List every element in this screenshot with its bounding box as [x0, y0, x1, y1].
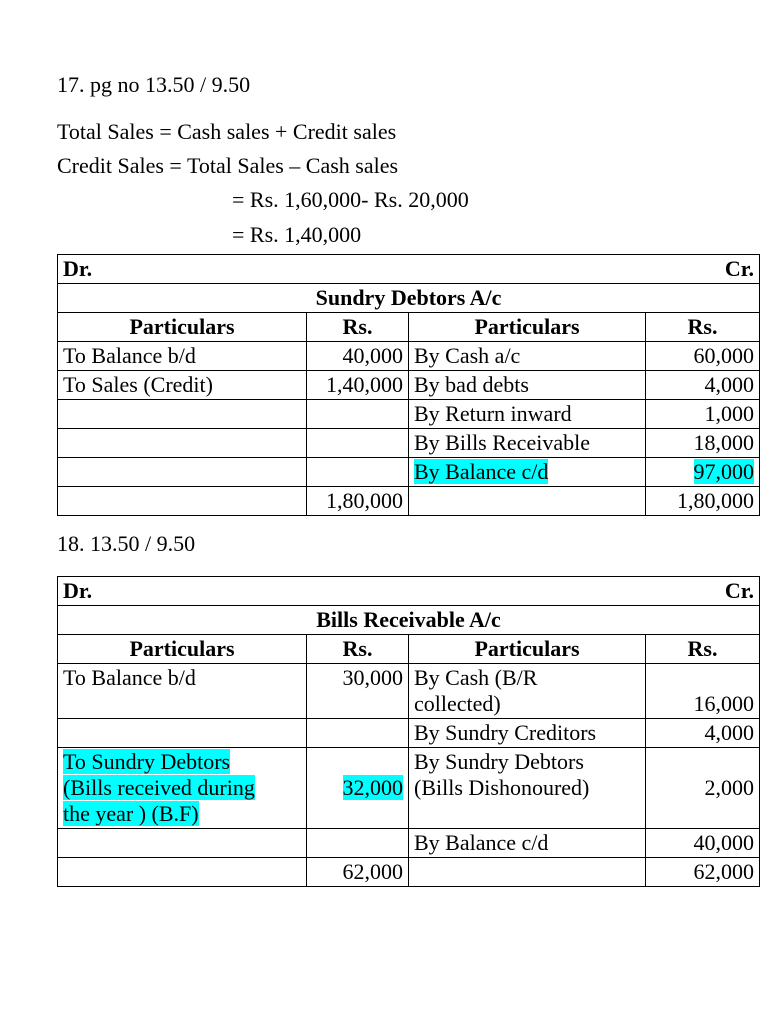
highlighted-debit-line: (Bills received during [63, 775, 255, 800]
totals-row [58, 487, 760, 516]
dr-cr-row [58, 255, 760, 284]
header-amount-debit: Rs. [307, 313, 409, 342]
debit-amount [307, 829, 409, 858]
credit-particular: By Cash a/c [409, 342, 646, 371]
table-header-row [58, 313, 760, 342]
cr-label: Cr. [724, 256, 755, 281]
debit-particular: To Balance b/d [58, 664, 307, 719]
debit-amount [307, 719, 409, 748]
debit-amount-highlighted [307, 748, 409, 829]
debit-amount: 40,000 [307, 342, 409, 371]
table-row [58, 429, 760, 458]
dr-label: Dr. [63, 578, 93, 603]
credit-particular [409, 664, 646, 719]
debit-particular [58, 458, 307, 487]
table-row [58, 719, 760, 748]
debit-amount: 30,000 [307, 664, 409, 719]
credit-amount: 60,000 [646, 342, 760, 371]
credit-amount: 40,000 [646, 829, 760, 858]
debit-particular [58, 858, 307, 887]
totals-row [58, 858, 760, 887]
table-row [58, 371, 760, 400]
credit-particular-line: collected) [414, 691, 501, 716]
credit-particular: By Bills Receivable [409, 429, 646, 458]
credit-amount: 4,000 [646, 371, 760, 400]
total-credit: 1,80,000 [646, 487, 760, 516]
debit-particular: To Sales (Credit) [58, 371, 307, 400]
credit-particular-line: By Sundry Debtors [414, 749, 584, 774]
credit-amount: 4,000 [646, 719, 760, 748]
credit-amount-balance [646, 458, 760, 487]
formula-step-2: = Rs. 1,40,000 [232, 222, 362, 247]
table-row [58, 664, 760, 719]
debit-particular-highlighted [58, 748, 307, 829]
table-row [58, 284, 760, 313]
q17-heading: 17. pg no 13.50 / 9.50 [57, 72, 251, 97]
credit-amount: 2,000 [646, 748, 760, 829]
debit-amount [307, 458, 409, 487]
highlighted-balance-label: By Balance c/d [414, 459, 549, 484]
table-row [58, 748, 760, 829]
debit-particular [58, 829, 307, 858]
sundry-debtors-account-table [57, 254, 760, 516]
dr-label: Dr. [63, 256, 93, 281]
total-credit: 62,000 [646, 858, 760, 887]
credit-particular [409, 487, 646, 516]
credit-particular-balance [409, 458, 646, 487]
q18-heading: 18. 13.50 / 9.50 [57, 531, 196, 556]
table-header-row [58, 635, 760, 664]
header-amount-credit: Rs. [646, 313, 760, 342]
header-amount-debit: Rs. [307, 635, 409, 664]
header-particulars-debit: Particulars [58, 313, 307, 342]
table-row [58, 255, 760, 284]
debit-particular [58, 487, 307, 516]
header-particulars-credit: Particulars [409, 313, 646, 342]
table-row [58, 342, 760, 371]
highlighted-debit-line: the year ) (B.F) [63, 801, 199, 826]
header-particulars-credit: Particulars [409, 635, 646, 664]
dr-cr-row [58, 577, 760, 606]
credit-particular: By bad debts [409, 371, 646, 400]
credit-particular [409, 858, 646, 887]
credit-particular: By Balance c/d [409, 829, 646, 858]
credit-amount: 18,000 [646, 429, 760, 458]
table-row [58, 400, 760, 429]
total-debit: 62,000 [307, 858, 409, 887]
debit-amount: 1,40,000 [307, 371, 409, 400]
formula-credit-sales: Credit Sales = Total Sales – Cash sales [57, 153, 399, 178]
credit-particular-line: (Bills Dishonoured) [414, 775, 590, 800]
header-particulars-debit: Particulars [58, 635, 307, 664]
credit-amount: 16,000 [646, 664, 760, 719]
formula-total-sales: Total Sales = Cash sales + Credit sales [57, 119, 397, 144]
highlighted-debit-amount: 32,000 [342, 775, 403, 800]
debit-particular: To Balance b/d [58, 342, 307, 371]
highlighted-debit-line: To Sundry Debtors [63, 749, 231, 774]
credit-particular [409, 748, 646, 829]
table-row [58, 577, 760, 606]
debit-particular [58, 429, 307, 458]
formula-step-1: = Rs. 1,60,000- Rs. 20,000 [232, 187, 469, 212]
debit-amount [307, 400, 409, 429]
credit-particular: By Sundry Creditors [409, 719, 646, 748]
highlighted-balance-amount: 97,000 [693, 459, 755, 484]
header-amount-credit: Rs. [646, 635, 760, 664]
table-row [58, 458, 760, 487]
credit-particular: By Return inward [409, 400, 646, 429]
debit-particular [58, 719, 307, 748]
total-debit: 1,80,000 [307, 487, 409, 516]
bills-receivable-account-table [57, 576, 760, 887]
debit-particular [58, 400, 307, 429]
debit-amount [307, 429, 409, 458]
credit-particular-line: By Cash (B/R [414, 665, 538, 690]
table-row [58, 829, 760, 858]
table-row [58, 606, 760, 635]
account-title: Sundry Debtors A/c [58, 284, 760, 313]
account-title: Bills Receivable A/c [58, 606, 760, 635]
credit-amount: 1,000 [646, 400, 760, 429]
cr-label: Cr. [724, 578, 755, 603]
